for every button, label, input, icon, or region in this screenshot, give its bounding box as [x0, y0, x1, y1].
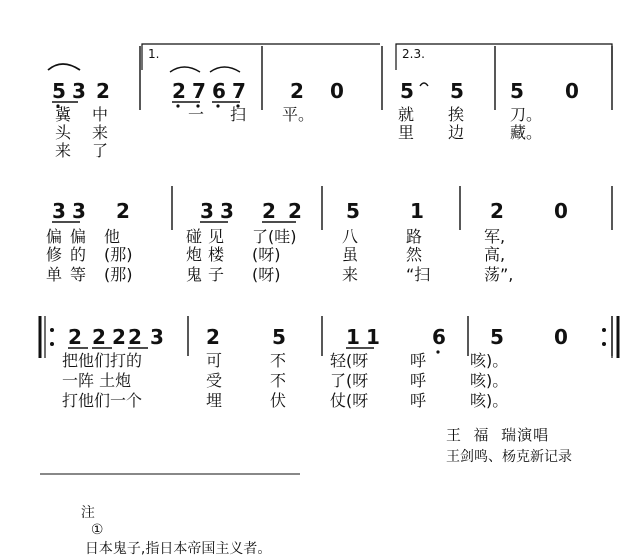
lyric-text: 一 [188, 105, 205, 124]
lyric-text: 埋 [206, 391, 223, 410]
lyric-text: 了 [92, 141, 109, 160]
note-0: 0 [554, 325, 568, 349]
lyric-text: (那) [104, 245, 133, 264]
note-7: 7 [192, 79, 206, 103]
lyric-text: “扫 [406, 265, 431, 284]
lyric-text: 刀。 [510, 105, 543, 124]
note-1: 1 [366, 325, 380, 349]
note-2: 2 [92, 325, 106, 349]
note-2: 2 [490, 199, 504, 223]
lyric-text: 见 [208, 227, 225, 246]
note-3: 3 [72, 199, 86, 223]
note-2: 2 [68, 325, 82, 349]
note-6: 6 [432, 325, 446, 349]
lyric-text: (呀) [252, 245, 281, 264]
lyric-text: 伏 [270, 391, 287, 410]
lyric-text: 八 [342, 227, 359, 246]
lyric-text: 偏 [70, 227, 87, 246]
lyric-text: 轻(呀 [330, 351, 369, 370]
lyric-text: (那) [104, 265, 133, 284]
note-2: 2 [116, 199, 130, 223]
lyric-text: 里 [398, 123, 415, 142]
lyric-text: 打他们一个 [62, 391, 143, 410]
lyric-text: 可 [206, 351, 223, 370]
lyric-text: 来 [55, 141, 72, 160]
note-5: 5 [490, 325, 504, 349]
lyric-text: 咳)。 [470, 351, 509, 370]
note-5: 5 [52, 79, 66, 103]
note-2: 2 [112, 325, 126, 349]
note-2: 2 [128, 325, 142, 349]
lyric-text: 受 [206, 371, 223, 390]
lyric-text: 了(哇) [252, 227, 297, 246]
lyric-text: 不 [270, 351, 287, 370]
note-3: 3 [200, 199, 214, 223]
lyric-text: 不 [270, 371, 287, 390]
lyric-text: 子 [208, 265, 225, 284]
lyric-text: 呼 [410, 351, 427, 370]
lyric-text: 炮 [186, 245, 203, 264]
lyric-text: 军, [484, 227, 506, 246]
note-2: 2 [96, 79, 110, 103]
lyric-text: 然 [406, 245, 423, 264]
footnote-marker: ① [90, 522, 104, 538]
note-5: 5 [272, 325, 286, 349]
volta-bracket-1 [142, 44, 380, 70]
slur [170, 67, 200, 72]
lyric-text: 就 [398, 105, 415, 124]
note-5: 5 [400, 79, 414, 103]
lyric-text: 冀 [55, 105, 72, 124]
slur [210, 67, 240, 72]
lyric-text: (呀) [252, 265, 281, 284]
lyric-text: 碰 [186, 227, 203, 246]
lyric-text: 鬼 [186, 265, 203, 284]
slur [48, 64, 80, 70]
note-2: 2 [172, 79, 186, 103]
note-3: 3 [150, 325, 164, 349]
lyric-text: 荡”, [484, 265, 514, 284]
note-1: 1 [346, 325, 360, 349]
lyric-text: 的 [70, 245, 87, 264]
lyric-text: 来 [92, 123, 109, 142]
repeat-dot [50, 342, 54, 346]
volta-bracket-2 [396, 44, 612, 70]
lyric-text: 偏 [46, 227, 63, 246]
lyric-text: 仗(呀 [330, 391, 369, 410]
lyric-text: 藏。 [510, 123, 543, 142]
lyric-text: 楼 [208, 245, 225, 264]
lyric-text: 咳)。 [470, 371, 509, 390]
note-7: 7 [232, 79, 246, 103]
recorder-credit: 王剑鸣、杨克新记录 [446, 449, 572, 465]
octave-dot [176, 104, 179, 107]
lyric-text: 呼 [410, 391, 427, 410]
repeat-dot [602, 342, 606, 346]
lyric-text: 呼 [410, 371, 427, 390]
note-2: 2 [290, 79, 304, 103]
lyric-text: 来 [342, 265, 359, 284]
lyric-text: 挨 [448, 105, 465, 124]
note-0: 0 [565, 79, 579, 103]
lyric-text: 把他们打的 [62, 351, 143, 370]
repeat-dot [50, 328, 54, 332]
note-6: 6 [212, 79, 226, 103]
note-3: 3 [220, 199, 234, 223]
lyric-text: 他 [104, 227, 121, 246]
lyric-text: 咳)。 [470, 391, 509, 410]
singer-credit: 王 福 瑞演唱 [446, 426, 550, 444]
footnote-text: 日本鬼子,指日本帝国主义者。 [84, 541, 272, 557]
lyric-text: 头 [55, 123, 72, 142]
lyric-text: 虽 [342, 245, 359, 264]
note-2: 2 [262, 199, 276, 223]
note-0: 0 [330, 79, 344, 103]
footnote-label: 注 [80, 505, 95, 521]
volta-label-2: 2.3. [402, 47, 425, 61]
lyric-text: 扫 [230, 105, 247, 124]
lyric-text: 高, [484, 245, 506, 264]
lyric-text: 中 [92, 105, 109, 124]
note-0: 0 [554, 199, 568, 223]
lyric-text: 路 [406, 227, 423, 246]
note-2: 2 [288, 199, 302, 223]
note-5: 5 [346, 199, 360, 223]
octave-dot [436, 350, 439, 353]
lyric-text: 修 [46, 245, 63, 264]
note-5: 5 [510, 79, 524, 103]
lyric-text: 边 [448, 123, 465, 142]
note-5: 5 [450, 79, 464, 103]
lyric-text: 等 [70, 265, 87, 284]
ornament [420, 83, 428, 86]
volta-label-1: 1. [148, 47, 160, 61]
note-3: 3 [52, 199, 66, 223]
footnote [72, 486, 271, 558]
note-2: 2 [206, 325, 220, 349]
repeat-dot [602, 328, 606, 332]
lyric-text: 单 [46, 265, 63, 284]
note-1: 1 [410, 199, 424, 223]
lyric-text: 了(呀 [330, 371, 369, 390]
lyric-text: 平。 [282, 105, 315, 124]
note-3: 3 [72, 79, 86, 103]
octave-dot [216, 104, 219, 107]
lyric-text: 一阵 土炮 [62, 371, 132, 390]
